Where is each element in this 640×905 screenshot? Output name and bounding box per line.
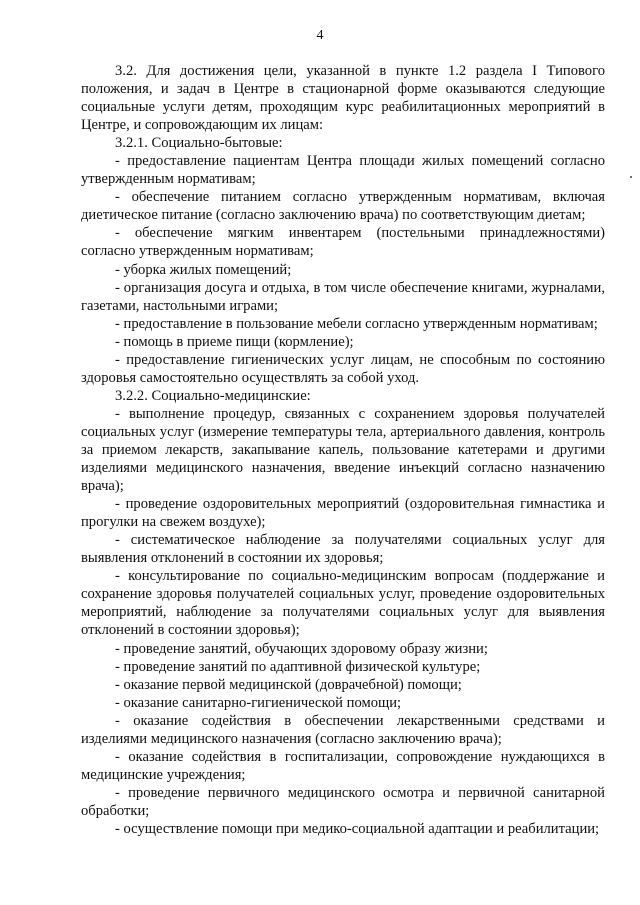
list-item: - помощь в приеме пищи (кормление); (115, 333, 354, 350)
list-item: - проведение занятий, обучающих здоровому образу жизни; (115, 640, 488, 657)
list-item: - проведение оздоровительных мероприятий (оздоровительная гимнастика и прогулки на свежем воздухе); (81, 496, 605, 531)
scan-speck (630, 176, 632, 178)
list-item: - проведение первичного медицинского осмотра и первичной санитарной обработки; (81, 784, 605, 819)
list-item: - предоставление в пользование мебели согласно утвержденным нормативам; (115, 315, 598, 332)
list-item: - оказание санитарно-гигиенической помощи; (115, 694, 402, 711)
document-body (81, 62, 605, 838)
list-item: - предоставление гигиенических услуг лицам, не способным по состоянию здоровья самостоятельно осуществлять за собой уход. (81, 351, 605, 386)
section-heading-social-household: 3.2.1. Социально-бытовые: (115, 135, 283, 152)
section-heading-social-medical: 3.2.2. Социально-медицинские: (115, 387, 311, 404)
paragraph-3-2-intro: 3.2. Для достижения цели, указанной в пункте 1.2 раздела I Типового положения, и задач в Центре в стационарной форме оказываются следующие социальные услуги детям, проходящим курс реабилитационных мероприятий в Центре, и сопровождающим их лицам: (81, 63, 605, 134)
list-item: - оказание содействия в обеспечении лекарственными средствами и изделиями медицинского назначения (согласно заключению врача); (81, 712, 605, 747)
list-item: - предоставление пациентам Центра площади жилых помещений согласно утвержденным нормативам; (81, 153, 605, 188)
list-item: - оказание содействия в госпитализации, сопровождение нуждающихся в медицинские учреждения; (81, 748, 605, 783)
list-item: - организация досуга и отдыха, в том числе обеспечение книгами, журналами, газетами, настольными играми; (81, 279, 605, 314)
list-item: - оказание первой медицинской (доврачебной) помощи; (115, 676, 462, 693)
list-item: - проведение занятий по адаптивной физической культуре; (115, 658, 481, 675)
list-item: - осуществление помощи при медико-социальной адаптации и реабилитации; (115, 820, 600, 837)
list-item: - уборка жилых помещений; (115, 261, 292, 278)
list-item: - обеспечение мягким инвентарем (постельными принадлежностями) согласно утвержденным нормативам; (81, 225, 605, 260)
list-item: - консультирование по социально-медицинским вопросам (поддержание и сохранение здоровья получателей социальных услуг, проведение оздоровительных мероприятий, наблюдение за получателями социальных услуг для выявления отклонений в состоянии здоровья); (81, 568, 605, 639)
page-number: 4 (316, 28, 324, 43)
list-item: - систематическое наблюдение за получателями социальных услуг для выявления отклонений в состоянии их здоровья; (81, 532, 605, 567)
list-item: - выполнение процедур, связанных с сохранением здоровья получателей социальных услуг (измерение температуры тела, артериального давления, контроль за приемом лекарств, закапывание капель, пользование катетерами и другими изделиями медицинского назначения, введение инъекций согласно назначению врача); (81, 405, 605, 495)
list-item: - обеспечение питанием согласно утвержденным нормативам, включая диетическое питание (согласно заключению врача) по соответствующим диетам; (81, 189, 605, 224)
